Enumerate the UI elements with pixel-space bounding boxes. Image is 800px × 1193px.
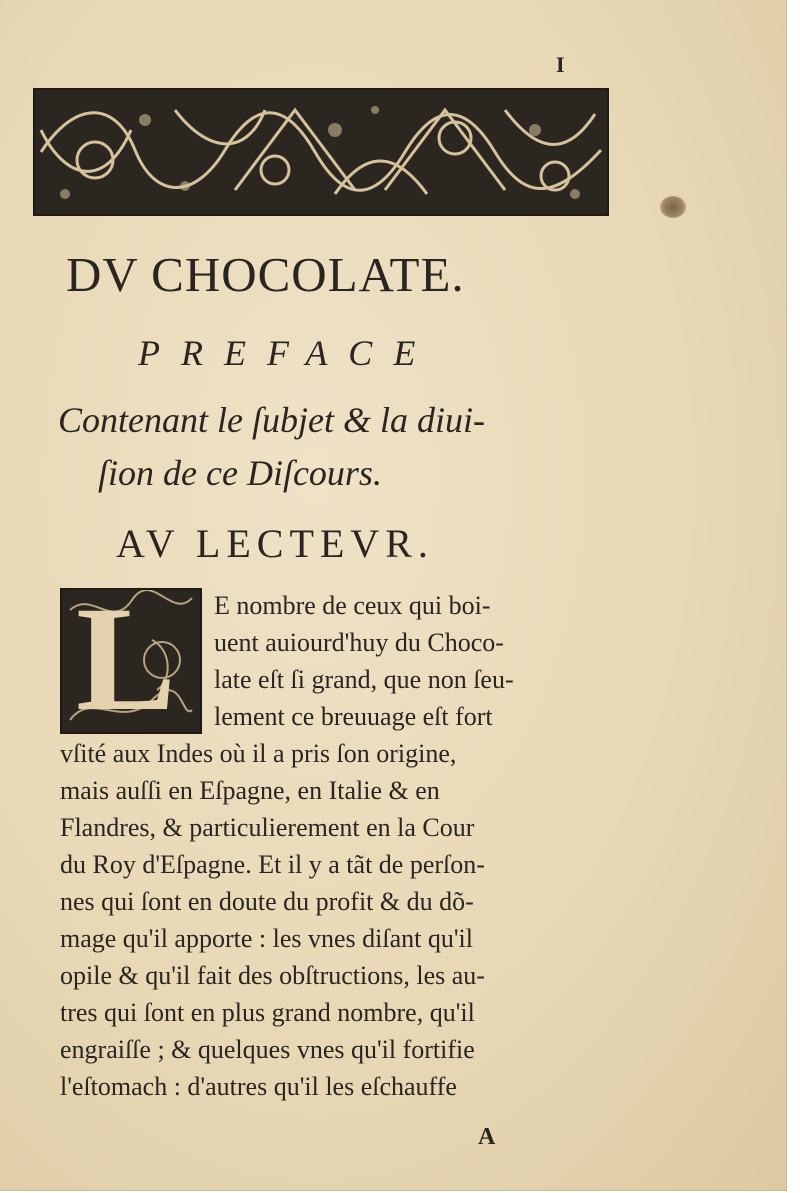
- catchword: A: [478, 1124, 496, 1150]
- body-line: lement ce breuuage eſt fort: [214, 702, 493, 731]
- subtitle-line-2: ſion de ce Diſcours.: [98, 453, 382, 493]
- body-line: engraiſſe ; & quelques vnes qu'il fortifie: [60, 1035, 475, 1064]
- body-line: uent auiourd'huy du Choco-: [214, 628, 504, 657]
- body-line: du Roy d'Eſpagne. Et il y a tãt de perſon-: [60, 850, 485, 879]
- page-number: I: [556, 52, 565, 77]
- body-line: vſité aux Indes où il a pris ſon origine,: [60, 739, 457, 768]
- decorated-initial-icon: [60, 588, 202, 734]
- body-line: mais auſſi en Eſpagne, en Italie & en: [60, 776, 440, 805]
- body-line: opile & qu'il fait des obſtructions, les au-: [60, 961, 485, 990]
- body-line: E nombre de ceux qui boi-: [214, 591, 491, 620]
- section-heading: PREFACE: [138, 333, 437, 373]
- address-heading: AV LECTEVR.: [116, 521, 434, 566]
- drop-cap-letter: L: [76, 588, 177, 734]
- subtitle: [58, 394, 618, 500]
- body-line: late eſt ſi grand, que non ſeu-: [214, 665, 514, 694]
- page-title: DV CHOCOLATE.: [66, 247, 465, 302]
- body-line: nes qui ſont en doute du profit & du dõ-: [60, 887, 474, 916]
- body-line: tres qui ſont en plus grand nombre, qu'il: [60, 998, 475, 1027]
- ornamental-headpiece-icon: [33, 88, 609, 216]
- paper-stain: [660, 196, 686, 218]
- body-line: mage qu'il apporte : les vnes diſant qu'il: [60, 924, 474, 953]
- body-line: Flandres, & particulierement en la Cour: [60, 813, 475, 842]
- subtitle-line-1: Contenant le ſubjet & la diui-: [58, 400, 485, 440]
- body-line: l'eſtomach : d'autres qu'il les eſchauffe: [60, 1072, 457, 1101]
